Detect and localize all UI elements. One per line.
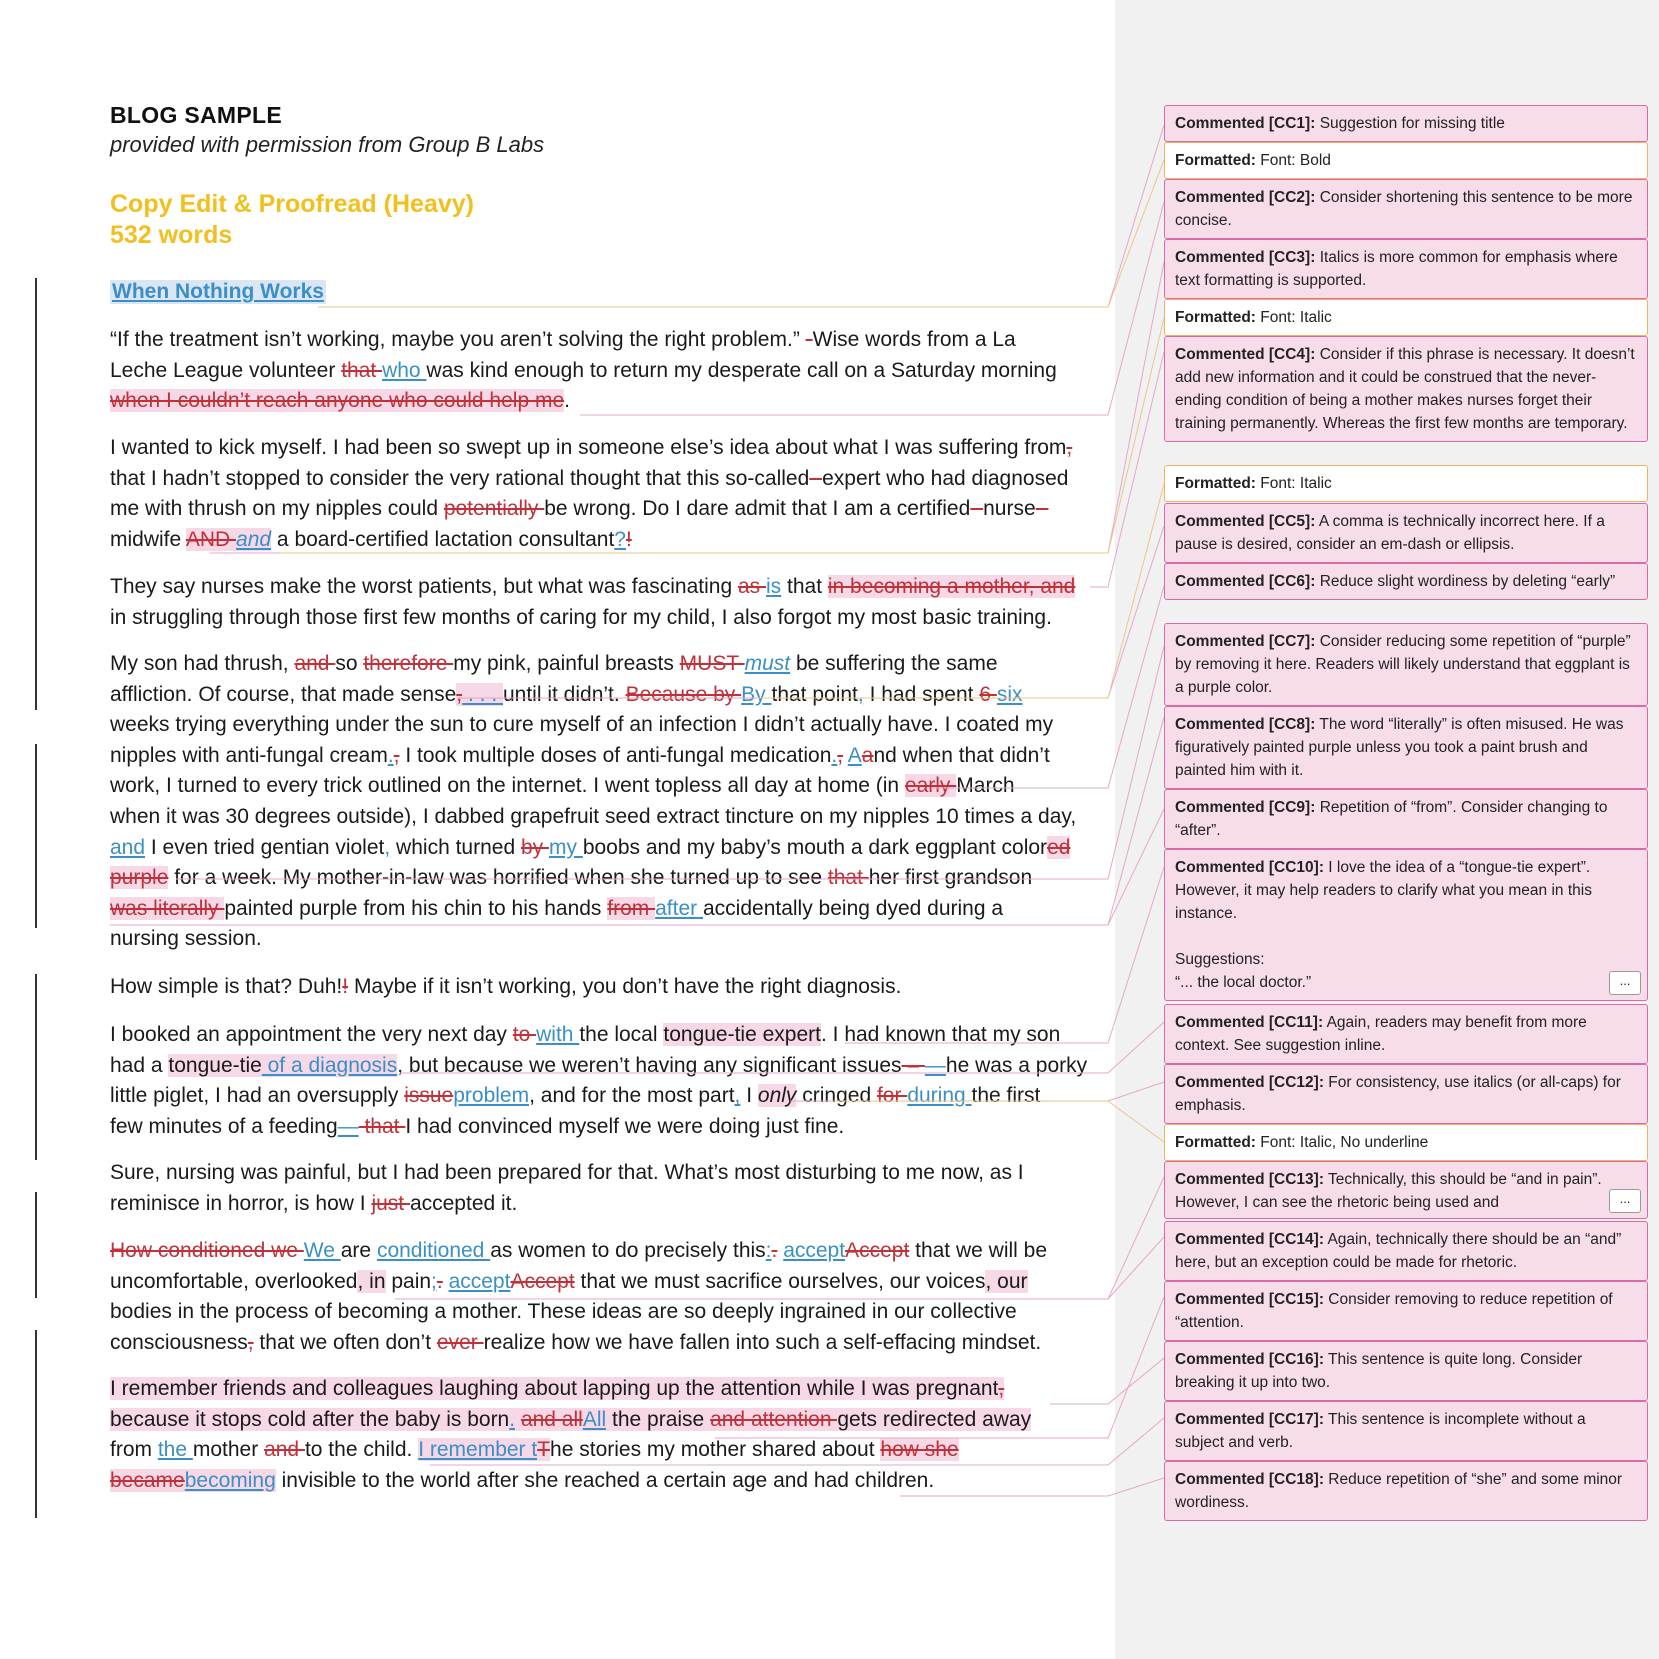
doc-subtitle: provided with permission from Group B Labs [110,132,545,157]
expand-comment-button[interactable]: ... [1609,971,1641,995]
change-bar [35,278,37,710]
paragraph-8[interactable]: How conditioned we We are conditioned as women to do precisely this:. acceptAccept that we will be uncomfortable, overlooked, in pain;. acceptAccept that we must sacrifice ourselves, our voices, our bodies in the process of becoming a mother. These ideas are so deeply ingrained in our collective consciousness, that we often don’t ever realize how we have fallen into such a self-effacing mindset. [110,1239,1048,1354]
comment-cc4[interactable]: Commented [CC4]: Consider if this phrase is necessary. It doesn’t add new information and it could be construed that the never-ending condition of being a mother makes nurses forget their training permanently. Whereas the first few months are temporary. [1164,336,1648,442]
comment-cc3[interactable]: Commented [CC3]: Italics is more common for emphasis where text formatting is supported. [1164,239,1648,299]
paragraph-4[interactable]: My son had thrush, and so therefore my pink, painful breasts MUST must be suffering the same affliction. Of course, that made sense, . . . until it didn’t. Because by By that point, I had spent 6 six weeks trying everything under the sun to cure myself of an infection I didn’t actually have. I coated my nipples with anti-fungal cream., I took multiple doses of anti-fungal medication., Aand when that didn’t work, I turned to every trick outlined on the internet. I went topless all day at home (in early March when it was 30 degrees outside), I dabbed grapefruit seed extract tincture on my nipples 10 times a day, and I even tried gentian violet, which turned by my boobs and my baby’s mouth a dark eggplant colored purple for a week. My mother-in-law was horrified when she turned up to see that her first grandson was literally painted purple from his chin to his hands from after accidentally being dyed during a nursing session. [110,652,1077,951]
doc-heading: BLOG SAMPLE [110,102,282,128]
comment-cc1[interactable]: Commented [CC1]: Suggestion for missing title [1164,105,1648,142]
change-bar [35,1330,37,1518]
comment-cc18[interactable]: Commented [CC18]: Reduce repetition of “she” and some minor wordiness. [1164,1461,1648,1521]
paragraph-3[interactable]: They say nurses make the worst patients, but what was fascinating as is that in becoming a mother, and in struggling through those first few months of caring for my child, I also forgot my most basic training. [110,575,1076,629]
comment-cc11[interactable]: Commented [CC11]: Again, readers may benefit from more context. See suggestion inline. [1164,1004,1648,1064]
comment-cc10[interactable]: Commented [CC10]: I love the idea of a “tongue-tie expert”. However, it may help readers to clarify what you mean in this instance. Suggestions: “... the local doctor.” ... [1164,849,1648,1001]
comment-cc9[interactable]: Commented [CC9]: Repetition of “from”. Consider changing to “after”. [1164,789,1648,849]
change-bar [35,974,37,1160]
comment-cc2[interactable]: Commented [CC2]: Consider shortening this sentence to be more concise. [1164,179,1648,239]
paragraph-1[interactable]: “If the treatment isn’t working, maybe you aren’t solving the right problem.” -Wise words from a La Leche League volunteer that who was kind enough to return my desperate call on a Saturday morning when I couldn’t reach anyone who could help me. [110,328,1057,413]
comment-cc6[interactable]: Commented [CC6]: Reduce slight wordiness by deleting “early” [1164,563,1648,600]
comment-cc8[interactable]: Commented [CC8]: The word “literally” is often misused. He was figuratively painted purple unless you took a paint brush and painted him with it. [1164,706,1648,789]
comment-cc5[interactable]: Commented [CC5]: A comma is technically incorrect here. If a pause is desired, consider an em-dash or ellipsis. [1164,503,1648,563]
comment-cc14[interactable]: Commented [CC14]: Again, technically there should be an “and” here, but an exception could be made for rhetoric. [1164,1221,1648,1281]
format-note-bold[interactable]: Formatted: Font: Bold [1164,142,1648,179]
format-note-italic-2[interactable]: Formatted: Font: Italic [1164,465,1648,502]
paragraph-5[interactable]: How simple is that? Duh!! Maybe if it isn’t working, you don’t have the right diagnosis. [110,975,902,998]
comment-cc13[interactable]: Commented [CC13]: Technically, this should be “and in pain”. However, I can see the rhetoric being used and ... [1164,1161,1648,1219]
paragraph-2[interactable]: I wanted to kick myself. I had been so swept up in someone else’s idea about what I was suffering from, that I hadn’t stopped to consider the very rational thought that this so-called -expert who had diagnosed me with thrush on my nipples could potentially be wrong. Do I dare admit that I am a certified -nurse - midwife AND and a board-certified lactation consultant?! [110,436,1073,551]
expand-comment-button[interactable]: ... [1609,1189,1641,1213]
paragraph-7[interactable]: Sure, nursing was painful, but I had been prepared for that. What’s most disturbing to me now, as I reminisce in horror, is how I just accepted it. [110,1161,1024,1215]
format-note-italic[interactable]: Formatted: Font: Italic [1164,299,1648,336]
comment-cc12[interactable]: Commented [CC12]: For consistency, use italics (or all-caps) for emphasis. [1164,1064,1648,1124]
paragraph-6[interactable]: I booked an appointment the very next day to with the local tongue-tie expert. I had known that my son had a tongue-tie of a diagnosis, but because we weren’t having any significant issues – —he was a porky little piglet, I had an oversupply issueproblem, and for the most part, I only cringed for during the first few minutes of a feeding— that I had convinced myself we were doing just fine. [110,1023,1088,1138]
blog-title[interactable]: When Nothing Works [112,280,324,303]
paragraph-9[interactable]: I remember friends and colleagues laughing about lapping up the attention while I was pregnant, because it stops cold after the baby is born. and allAll the praise and attention gets redirected away from the mother and to the child. I remember tThe stories my mother shared about how she becamebecoming invisible to the world after she reached a certain age and had children. [110,1377,1032,1492]
comment-cc17[interactable]: Commented [CC17]: This sentence is incomplete without a subject and verb. [1164,1401,1648,1461]
comment-cc7[interactable]: Commented [CC7]: Consider reducing some repetition of “purple” by removing it here. Readers will likely understand that eggplant is a purple color. [1164,623,1648,706]
format-note-italic-no-underline[interactable]: Formatted: Font: Italic, No underline [1164,1124,1648,1161]
change-bar [35,744,37,928]
change-bar [35,1192,37,1298]
service-title: Copy Edit & Proofread (Heavy) [110,190,474,218]
word-count: 532 words [110,221,233,249]
comment-cc15[interactable]: Commented [CC15]: Consider removing to reduce repetition of “attention. [1164,1281,1648,1341]
comment-cc16[interactable]: Commented [CC16]: This sentence is quite long. Consider breaking it up into two. [1164,1341,1648,1401]
